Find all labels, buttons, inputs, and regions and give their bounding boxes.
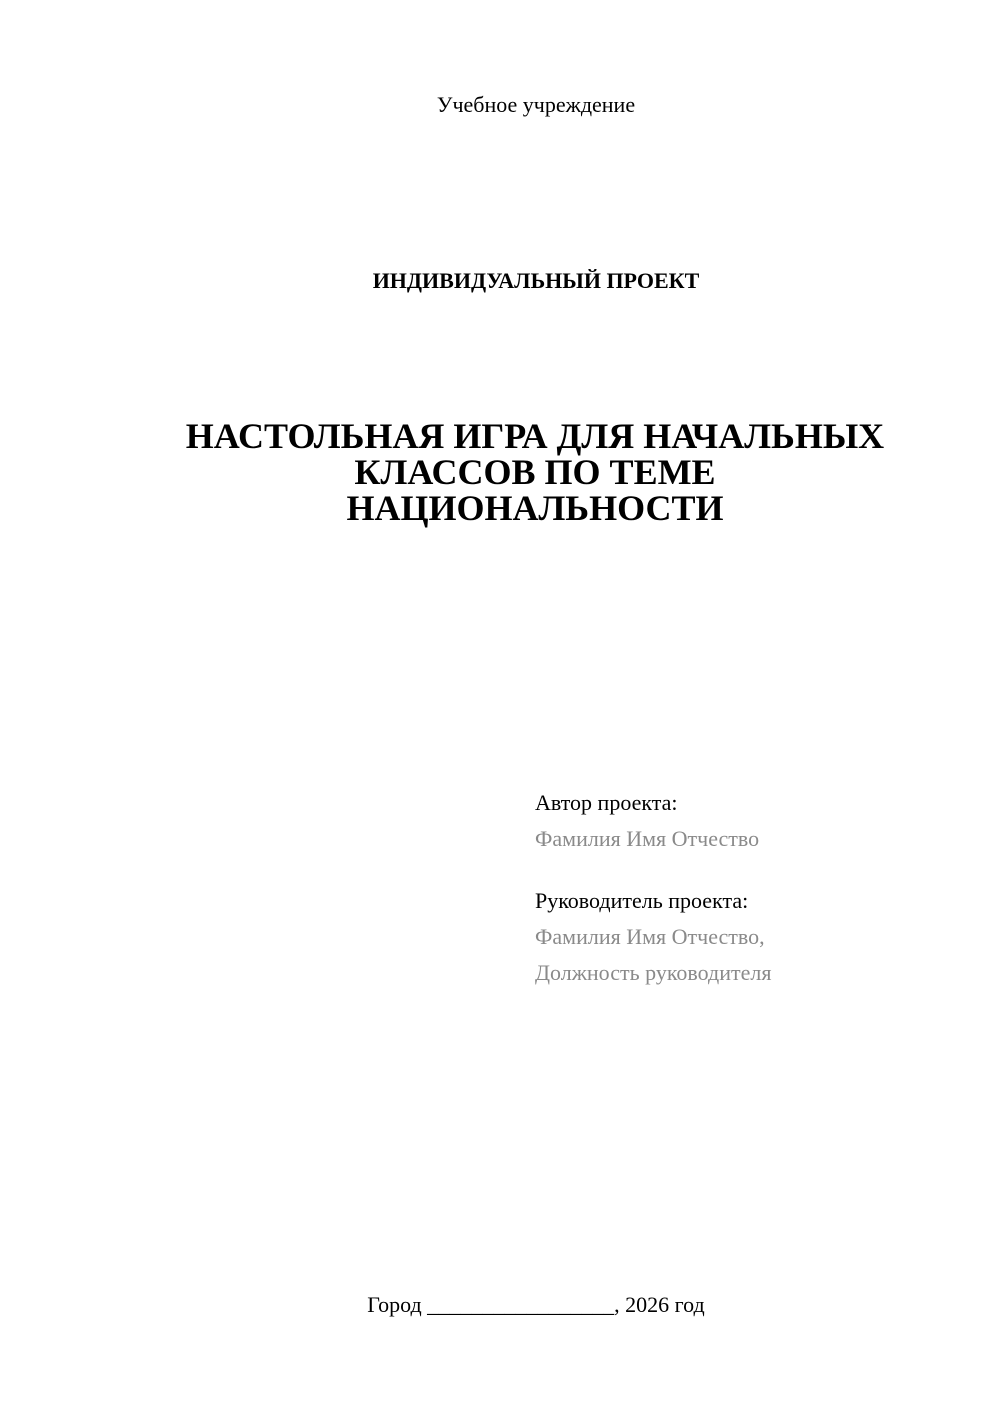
supervisor-label: Руководитель проекта: (535, 888, 749, 913)
title-line-2: КЛАССОВ ПО ТЕМЕ (354, 452, 716, 492)
document-type: ИНДИВИДУАЛЬНЫЙ ПРОЕКТ (372, 268, 700, 293)
author-name-placeholder: Фамилия Имя Отчество (535, 826, 760, 851)
credits-spacer (535, 857, 975, 883)
author-label: Автор проекта: (535, 790, 678, 815)
supervisor-name-placeholder: Фамилия Имя Отчество, (535, 924, 765, 949)
city-year-line: Город _________________, 2026 год (367, 1292, 705, 1317)
title-line-1: НАСТОЛЬНАЯ ИГРА ДЛЯ НАЧАЛЬНЫХ (185, 416, 885, 456)
title-line-3: НАЦИОНАЛЬНОСТИ (346, 488, 724, 528)
document-title (150, 418, 920, 526)
credits-block (535, 785, 975, 991)
supervisor-position-placeholder: Должность руководителя (535, 960, 772, 985)
institution-name: Учебное учреждение (436, 92, 636, 117)
